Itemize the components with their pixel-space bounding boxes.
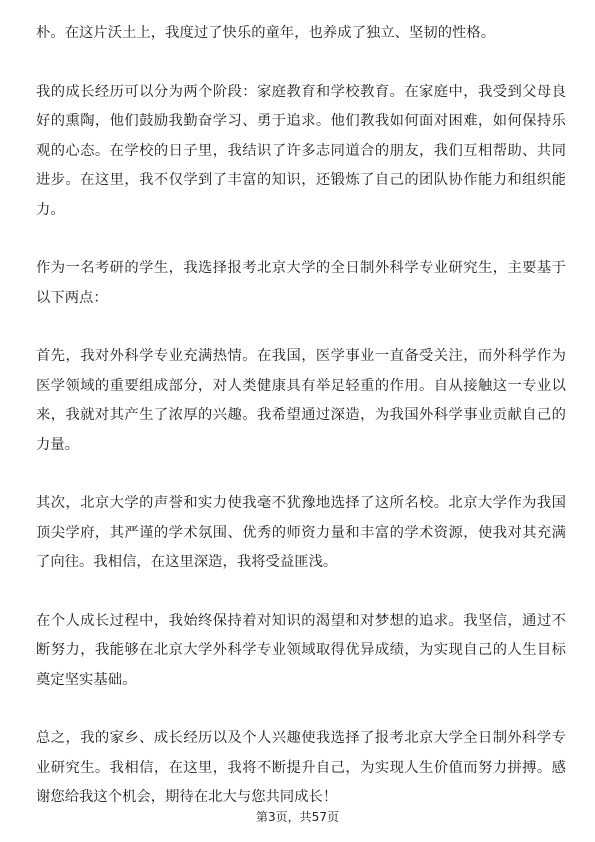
paragraph-personal-growth: 在个人成长过程中，我始终保持着对知识的渴望和对梦想的追求。我坚信，通过不断努力，我能够在北京大学外科学专业领域取得优异成绩，为实现自己的人生目标奠定坚实基础。	[36, 612, 566, 688]
paragraph-hometown-continuation: 朴。在这片沃土上，我度过了快乐的童年，也养成了独立、坚韧的性格。	[36, 25, 496, 41]
paragraph-application-reasons-intro: 作为一名考研的学生，我选择报考北京大学的全日制外科学专业研究生，主要基于以下两点：	[36, 260, 566, 306]
paragraph-growth-experience: 我的成长经历可以分为两个阶段：家庭教育和学校教育。在家庭中，我受到父母良好的熏陶，他们鼓励我勤奋学习、勇于追求。他们教我如何面对困难，如何保持乐观的心态。在学校的日子里，我结识了许多志同道合的朋友，我们互相帮助、共同进步。在这里，我不仅学到了丰富的知识，还锻炼了自己的团队协作能力和组织能力。	[36, 83, 566, 218]
paragraph-reason-first: 首先，我对外科学专业充满热情。在我国，医学事业一直备受关注，而外科学作为医学领域的重要组成部分，对人类健康具有举足轻重的作用。自从接触这一专业以来，我就对其产生了浓厚的兴趣。我希望通过深造，为我国外科学事业贡献自己的力量。	[36, 348, 566, 453]
page-number: 第3页，共57页	[256, 810, 339, 824]
paragraph-reason-second: 其次，北京大学的声誉和实力使我毫不犹豫地选择了这所名校。北京大学作为我国顶尖学府，其严谨的学术氛围、优秀的师资力量和丰富的学术资源，使我对其充满了向往。我相信，在这里深造，我将受益匪浅。	[36, 495, 566, 570]
document-body	[36, 19, 566, 813]
paragraph-conclusion: 总之，我的家乡、成长经历以及个人兴趣使我选择了报考北京大学全日制外科学专业研究生。我相信，在这里，我将不断提升自己，为实现人生价值而努力拼搏。感谢您给我这个机会，期待在北大与您共同成长！	[36, 730, 566, 805]
